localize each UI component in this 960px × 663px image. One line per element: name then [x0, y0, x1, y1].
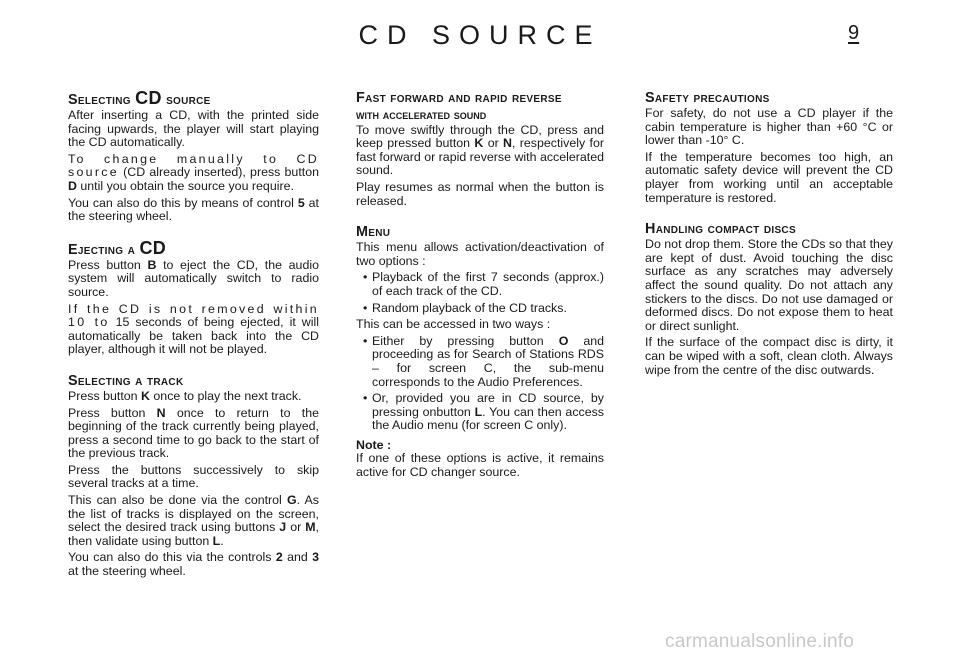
paragraph: Press button B to eject the CD, the audio system will automatically switch to radio source.: [68, 257, 319, 299]
heading-safety-precautions: Safety precautions: [645, 90, 770, 106]
paragraph: This can be accessed in two ways :: [356, 317, 551, 332]
paragraph: This menu allows activation/deactivation of two options :: [356, 240, 604, 268]
paragraph: If the CD is not removed within 10 to 15 seconds of being ejected, it will automatically be taken back into the CD player, although it will not be played.: [68, 301, 320, 357]
paragraph: This can also be done via the control G. As the list of tracks is displayed on the screen, select the desired track using buttons J or M, then validate using button L.: [68, 493, 319, 548]
column-left: [68, 90, 319, 582]
column-right: [645, 90, 893, 380]
page-number: 9: [848, 22, 860, 44]
paragraph: To move swiftly through the CD, press and keep pressed button K or N, respectively for fast forward or rapid reverse with accelerated sound.: [356, 122, 604, 178]
heading-selecting-cd-source: Selecting CD source: [68, 88, 211, 108]
paragraph: You can also do this via the controls 2 and 3 at the steering wheel.: [68, 550, 320, 579]
paragraph: To change manually to CD source (CD already inserted), press button D until you obtain the source you require.: [68, 151, 319, 193]
heading-handling-discs: Handling compact discs: [645, 221, 796, 238]
access-ways-list: [356, 335, 604, 433]
paragraph: Press button N once to return to the beginning of the track currently being played, press a second time to go back to the start of the previous track.: [68, 405, 319, 461]
paragraph: If the surface of the compact disc is dirty, it can be wiped with a soft, clean cloth. Always wipe from the centre of the disc outwards.: [645, 335, 893, 377]
paragraph: If the temperature becomes too high, an automatic safety device will prevent the CD player from working until an acceptable temperature is restored.: [645, 149, 893, 205]
watermark: carmanualsonline.info: [665, 631, 855, 652]
list-item: • Either by pressing button O and proceeding as for Search of Stations RDS – for screen C, the sub-menu corresponds to the Audio Preferences.: [372, 335, 604, 389]
list-item: • Or, provided you are in CD source, by pressing onbutton L. You can then access the Audio menu (for screen C only).: [372, 392, 604, 433]
column-middle: [356, 90, 604, 483]
options-list: [356, 271, 604, 315]
paragraph: Press button K once to play the next track.: [68, 388, 302, 403]
heading-fast-forward: Fast forward and rapid reverse: [356, 90, 562, 106]
paragraph: For safety, do not use a CD player if the cabin temperature is higher than +60 °C or lower than -10° C.: [645, 106, 893, 148]
note-label: Note :: [356, 437, 392, 452]
list-item: • Playback of the first 7 seconds (approx.) of each track of the CD.: [372, 271, 604, 298]
heading-selecting-track: Selecting a track: [68, 372, 184, 389]
heading-menu: Menu: [356, 224, 391, 241]
heading-ejecting-cd: Ejecting a CD: [68, 237, 167, 258]
paragraph: Press the buttons successively to skip several tracks at a time.: [68, 462, 319, 491]
subheading-accelerated-sound: with accelerated sound: [356, 107, 487, 122]
page-title: CD SOURCE: [358, 20, 602, 50]
paragraph: Play resumes as normal when the button is released.: [356, 179, 604, 208]
note-text: If one of these options is active, it remains active for CD changer source.: [356, 451, 604, 480]
paragraph: Do not drop them. Store the CDs so that they are kept of dust. Avoid touching the disc surface as any scratches may adversely affect the sound quality. Do not attach any stickers to the discs. Do not use damaged or deformed discs. Do not expose them to heat or direct sunlight.: [645, 237, 893, 333]
list-item: • Random playback of the CD tracks.: [372, 302, 604, 316]
paragraph: You can also do this by means of control 5 at the steering wheel.: [68, 195, 319, 224]
paragraph: After inserting a CD, with the printed side facing upwards, the player will start playing the CD automatically.: [68, 108, 319, 150]
